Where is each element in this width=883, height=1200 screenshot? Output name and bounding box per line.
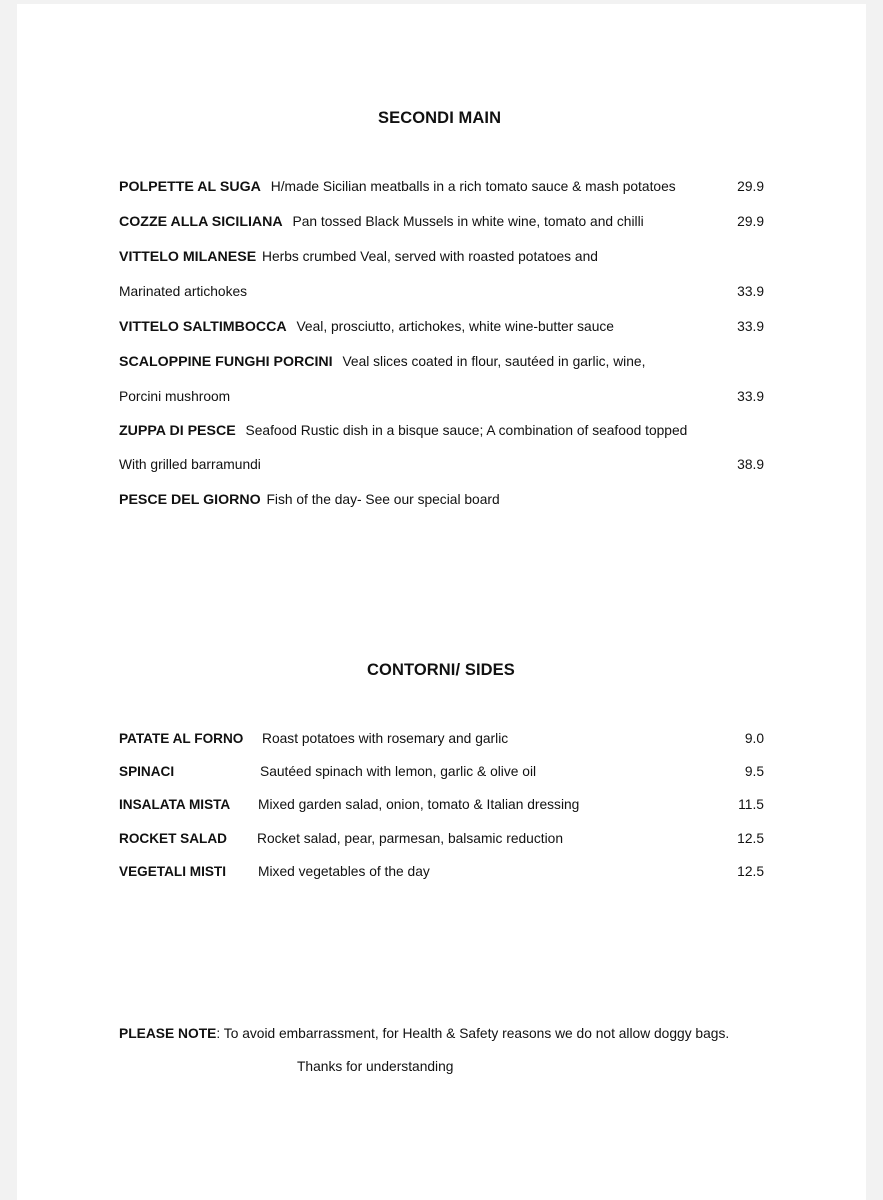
side-item-price: 12.5 — [737, 831, 764, 846]
item-price: 38.9 — [737, 457, 764, 472]
notice-text: : To avoid embarrassment, for Health & Safety reasons we do not allow doggy bags. — [216, 1026, 730, 1041]
item-description: Herbs crumbed Veal, served with roasted potatoes and — [262, 249, 598, 264]
item-price: 33.9 — [737, 319, 764, 334]
side-item-price: 12.5 — [737, 864, 764, 879]
item-price: 29.9 — [737, 179, 764, 194]
side-item-price: 11.5 — [738, 797, 764, 812]
sides-heading: CONTORNI/ SIDES — [367, 661, 515, 679]
side-item-description: Rocket salad, pear, parmesan, balsamic reduction — [257, 831, 563, 846]
item-price: 33.9 — [737, 389, 764, 404]
side-item-description: Roast potatoes with rosemary and garlic — [262, 731, 509, 746]
item-name: VITTELO MILANESE — [119, 249, 257, 265]
side-item-price: 9.0 — [744, 731, 764, 746]
item-description: H/made Sicilian meatballs in a rich tomato sauce & mash potatoes — [270, 179, 676, 194]
side-item-name: PATATE AL FORNO — [119, 731, 244, 746]
item-name: SCALOPPINE FUNGHI PORCINI — [119, 354, 333, 370]
menu-item-saltimbocca — [119, 319, 614, 335]
side-item-name: SPINACI — [119, 764, 175, 779]
item-description: Fish of the day- See our special board — [266, 492, 500, 507]
item-description: Pan tossed Black Mussels in white wine, tomato and chilli — [292, 214, 644, 229]
item-name: PESCE DEL GIORNO — [119, 492, 261, 508]
item-price: 29.9 — [737, 214, 764, 229]
item-name: VITTELO SALTIMBOCCA — [119, 319, 287, 335]
notice-lead: PLEASE NOTE — [119, 1026, 217, 1041]
secondi-heading: SECONDI MAIN — [378, 109, 502, 127]
item-price: 33.9 — [737, 284, 764, 299]
item-description-continued: With grilled barramundi — [119, 457, 261, 472]
item-description: Seafood Rustic dish in a bisque sauce; A combination of seafood topped — [245, 423, 688, 438]
item-description-continued: Porcini mushroom — [119, 389, 231, 404]
menu-item-polpette — [119, 179, 676, 195]
item-name: ZUPPA DI PESCE — [119, 423, 236, 439]
menu-item-pesce-del-giorno — [119, 492, 500, 508]
menu-item-milanese — [119, 249, 598, 265]
menu-item-scaloppine — [119, 354, 645, 370]
side-item-name: INSALATA MISTA — [119, 797, 231, 812]
side-item-description: Mixed vegetables of the day — [258, 864, 430, 879]
menu-item-cozze — [119, 214, 644, 230]
item-description-continued: Marinated artichokes — [119, 284, 248, 299]
doggy-bag-notice — [119, 1026, 729, 1041]
side-item-name: ROCKET SALAD — [119, 831, 227, 846]
item-description: Veal slices coated in flour, sautéed in garlic, wine, — [342, 354, 646, 369]
thanks-line: Thanks for understanding — [297, 1059, 454, 1074]
side-item-name: VEGETALI MISTI — [119, 864, 226, 879]
menu-item-zuppa — [119, 423, 687, 439]
side-item-description: Sautéed spinach with lemon, garlic & olive oil — [260, 764, 537, 779]
item-name: POLPETTE AL SUGA — [119, 179, 261, 195]
item-description: Veal, prosciutto, artichokes, white wine-butter sauce — [296, 319, 614, 334]
side-item-price: 9.5 — [744, 764, 764, 779]
item-name: COZZE ALLA SICILIANA — [119, 214, 283, 230]
side-item-description: Mixed garden salad, onion, tomato & Italian dressing — [258, 797, 580, 812]
